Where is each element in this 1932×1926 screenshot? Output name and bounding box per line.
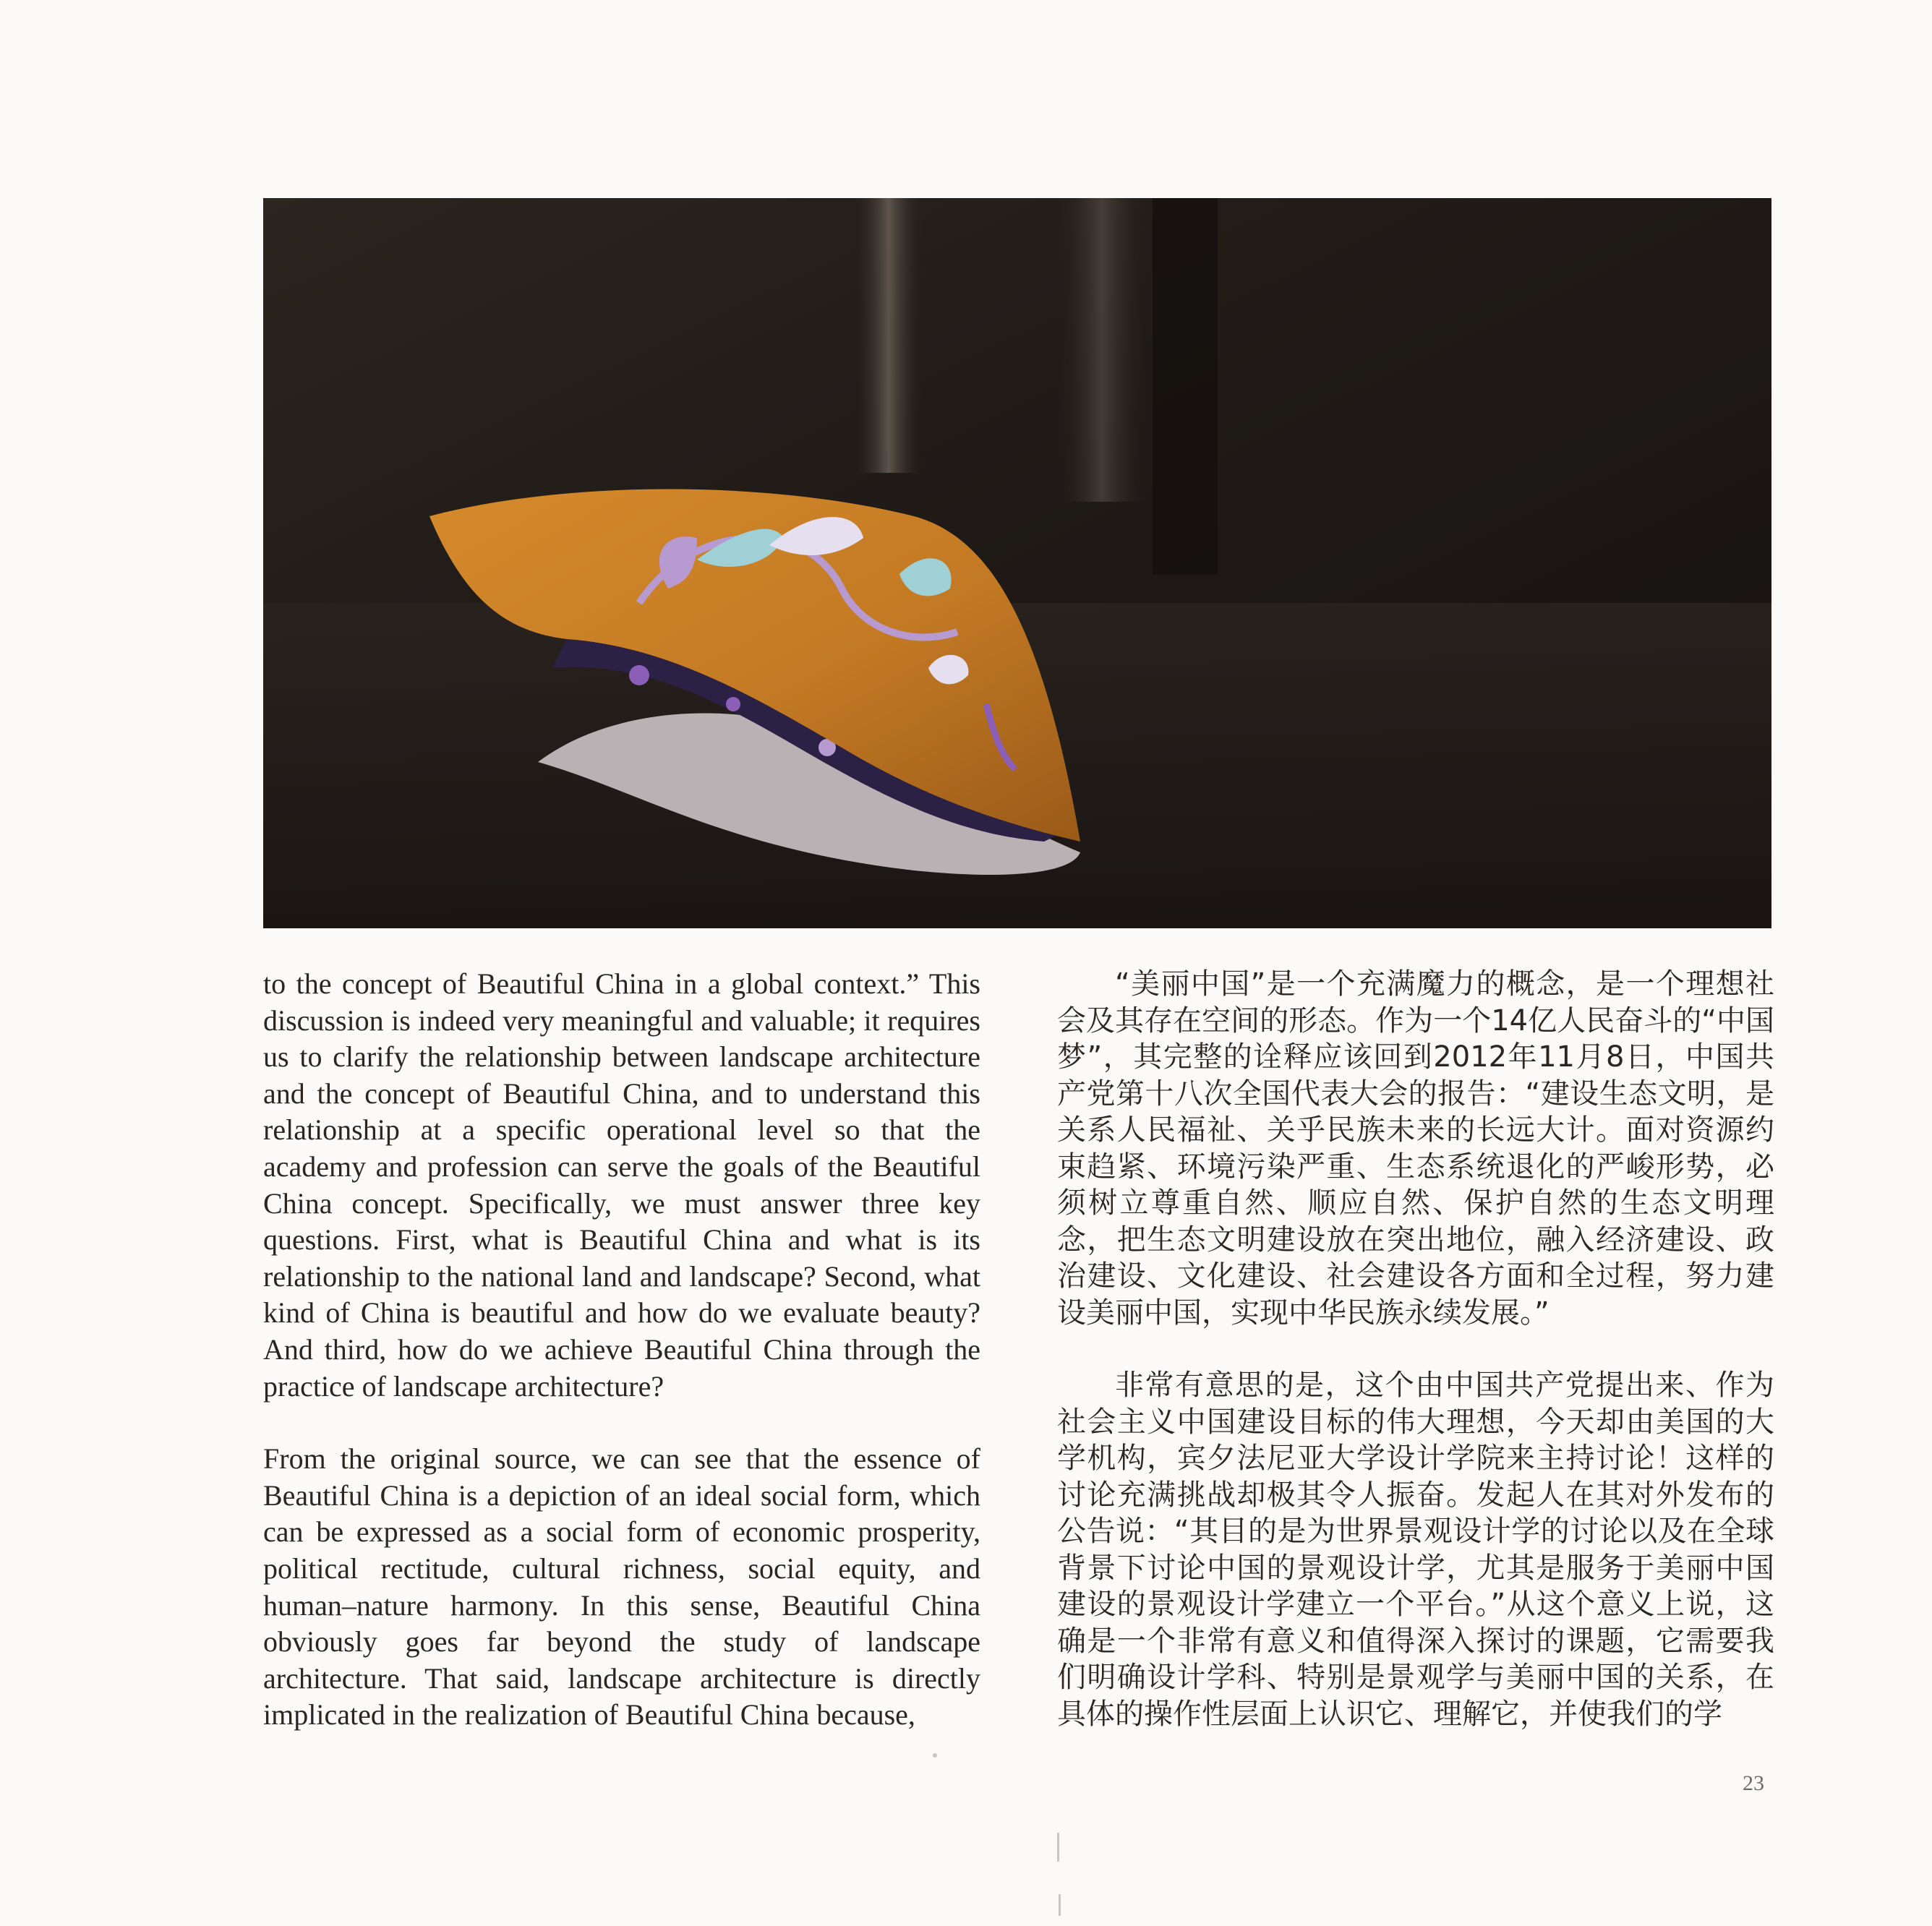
scan-speck bbox=[1057, 1833, 1059, 1862]
scan-speck bbox=[933, 1753, 937, 1758]
chinese-paragraph-1: “美丽中国”是一个充满魔力的概念，是一个理想社会及其存在空间的形态。作为一个14亿人民奋斗的“中国梦”，其完整的诠释应该回到2012年11月8日，中国共产党第十八次全国代表大会的报告：“建设生态文明，是关系人民福祉、关乎民族未来的长远大计。面对资源约束趋紧、环境污染严重、生态系统退化的严峻形势，必须树立尊重自然、顺应自然、保护自然的生态文明理念，把生态文明建设放在突出地位，融入经济建设、政治建设、文化建设、社会建设各方面和全过程，努力建设美丽中国，实现中华民族永续发展。” bbox=[1057, 967, 1774, 1330]
chinese-paragraph-2: 非常有意思的是，这个由中国共产党提出来、作为社会主义中国建设目标的伟大理想，今天却由美国的大学机构，宾夕法尼亚大学设计学院来主持讨论！这样的讨论充满挑战却极其令人振奋。发起人在其对外发布的公告说：“其目的是为世界景观设计学的讨论以及在全球背景下讨论中国的景观设计学，尤其是服务于美丽中国建设的景观设计学建立一个平台。”从这个意义上说，这确是一个非常有意义和值得深入探讨的课题，它需要我们明确设计学科、特别是景观学与美丽中国的关系，在具体的操作性层面上认识它、理解它，并使我们的学 bbox=[1057, 1369, 1774, 1731]
embroidered-shoe-photo bbox=[263, 198, 1771, 928]
english-paragraph-2: From the original source, we can see that the essence of Beautiful China is a depiction of an ideal social form, which can be expressed as a social form of economic prosperity, political rectitude, cultural richness, social equity, and human–nature harmony. In this sense, Beautiful China obviously goes far beyond the study of landscape architecture. That said, landscape architecture is directly implicated in the realization of Beautiful China because, bbox=[263, 1442, 980, 1732]
scan-speck bbox=[1059, 1894, 1061, 1916]
chinese-text-column bbox=[1057, 966, 1774, 1768]
page-number: 23 bbox=[1743, 1771, 1764, 1795]
english-text-column bbox=[263, 966, 980, 1770]
english-paragraph-1: to the concept of Beautiful China in a global context.” This discussion is indeed very meaningful and valuable; it requires us to clarify the relationship between landscape architecture and the concept of Beautiful China, and to understand this relationship at a specific operational level so that the academy and profession can serve the goals of the Beautiful China concept. Specifically, we must answer three key questions. First, what is Beautiful China and what is its relationship to the national land and landscape? Second, what kind of China is beautiful and how do we evaluate beauty? And third, how do we achieve Beautiful China through the practice of landscape architecture? bbox=[263, 967, 980, 1403]
shoe-illustration bbox=[263, 198, 1771, 928]
